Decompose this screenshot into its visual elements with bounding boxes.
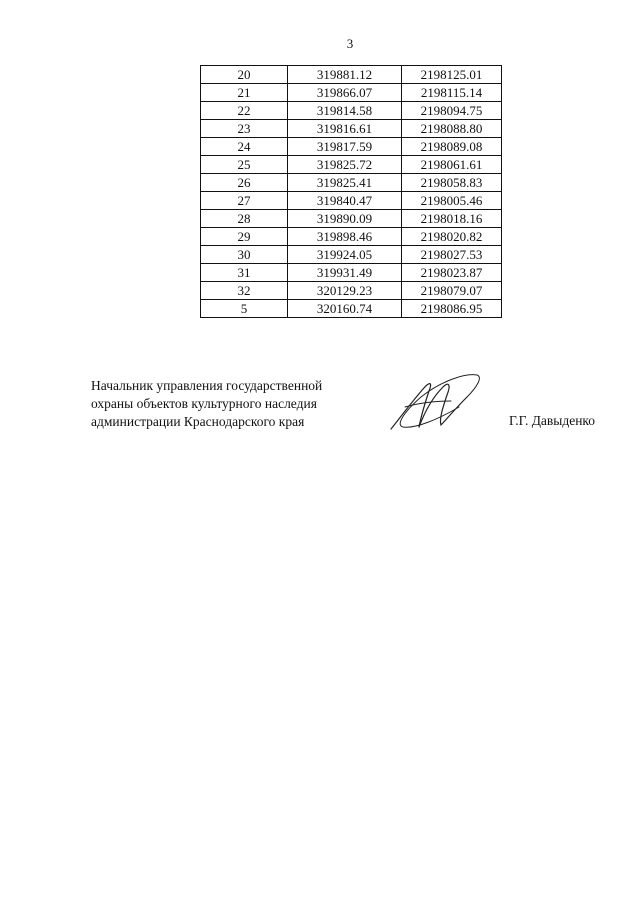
x-coordinate-cell: 319814.58 [288, 102, 402, 120]
point-number-cell: 29 [201, 228, 288, 246]
x-coordinate-cell: 319840.47 [288, 192, 402, 210]
point-number-cell: 5 [201, 300, 288, 318]
handwritten-signature [385, 367, 487, 435]
y-coordinate-cell: 2198018.16 [402, 210, 502, 228]
y-coordinate-cell: 2198023.87 [402, 264, 502, 282]
y-coordinate-cell: 2198086.95 [402, 300, 502, 318]
x-coordinate-cell: 319931.49 [288, 264, 402, 282]
y-coordinate-cell: 2198094.75 [402, 102, 502, 120]
table-row [201, 264, 502, 282]
x-coordinate-cell: 319898.46 [288, 228, 402, 246]
y-coordinate-cell: 2198020.82 [402, 228, 502, 246]
table-row [201, 138, 502, 156]
table-row [201, 246, 502, 264]
point-number-cell: 24 [201, 138, 288, 156]
x-coordinate-cell: 319817.59 [288, 138, 402, 156]
coordinates-table-body [201, 66, 502, 318]
x-coordinate-cell: 319924.05 [288, 246, 402, 264]
signatory-title-line: администрации Краснодарского края [91, 414, 305, 429]
table-row [201, 156, 502, 174]
table-row [201, 210, 502, 228]
y-coordinate-cell: 2198089.08 [402, 138, 502, 156]
y-coordinate-cell: 2198061.61 [402, 156, 502, 174]
x-coordinate-cell: 320160.74 [288, 300, 402, 318]
point-number-cell: 25 [201, 156, 288, 174]
x-coordinate-cell: 319890.09 [288, 210, 402, 228]
x-coordinate-cell: 319816.61 [288, 120, 402, 138]
table-row [201, 282, 502, 300]
signatory-name: Г.Г. Давыденко [509, 413, 596, 428]
coordinates-table [200, 65, 502, 318]
table-row [201, 192, 502, 210]
table-row [201, 300, 502, 318]
y-coordinate-cell: 2198079.07 [402, 282, 502, 300]
point-number-cell: 20 [201, 66, 288, 84]
table-row [201, 228, 502, 246]
table-row [201, 84, 502, 102]
point-number-cell: 27 [201, 192, 288, 210]
x-coordinate-cell: 319866.07 [288, 84, 402, 102]
signatory-title-line: охраны объектов культурного наследия [91, 396, 317, 411]
signatory-title-line: Начальник управления государственной [91, 378, 323, 393]
y-coordinate-cell: 2198115.14 [402, 84, 502, 102]
x-coordinate-cell: 319825.41 [288, 174, 402, 192]
signatory-title [91, 377, 322, 431]
y-coordinate-cell: 2198058.83 [402, 174, 502, 192]
x-coordinate-cell: 319825.72 [288, 156, 402, 174]
y-coordinate-cell: 2198027.53 [402, 246, 502, 264]
x-coordinate-cell: 320129.23 [288, 282, 402, 300]
point-number-cell: 28 [201, 210, 288, 228]
point-number-cell: 23 [201, 120, 288, 138]
point-number-cell: 21 [201, 84, 288, 102]
table-row [201, 174, 502, 192]
y-coordinate-cell: 2198005.46 [402, 192, 502, 210]
point-number-cell: 26 [201, 174, 288, 192]
page-number: 3 [346, 36, 354, 51]
x-coordinate-cell: 319881.12 [288, 66, 402, 84]
point-number-cell: 22 [201, 102, 288, 120]
point-number-cell: 31 [201, 264, 288, 282]
table-row [201, 102, 502, 120]
y-coordinate-cell: 2198088.80 [402, 120, 502, 138]
point-number-cell: 32 [201, 282, 288, 300]
table-row [201, 120, 502, 138]
y-coordinate-cell: 2198125.01 [402, 66, 502, 84]
point-number-cell: 30 [201, 246, 288, 264]
table-row [201, 66, 502, 84]
